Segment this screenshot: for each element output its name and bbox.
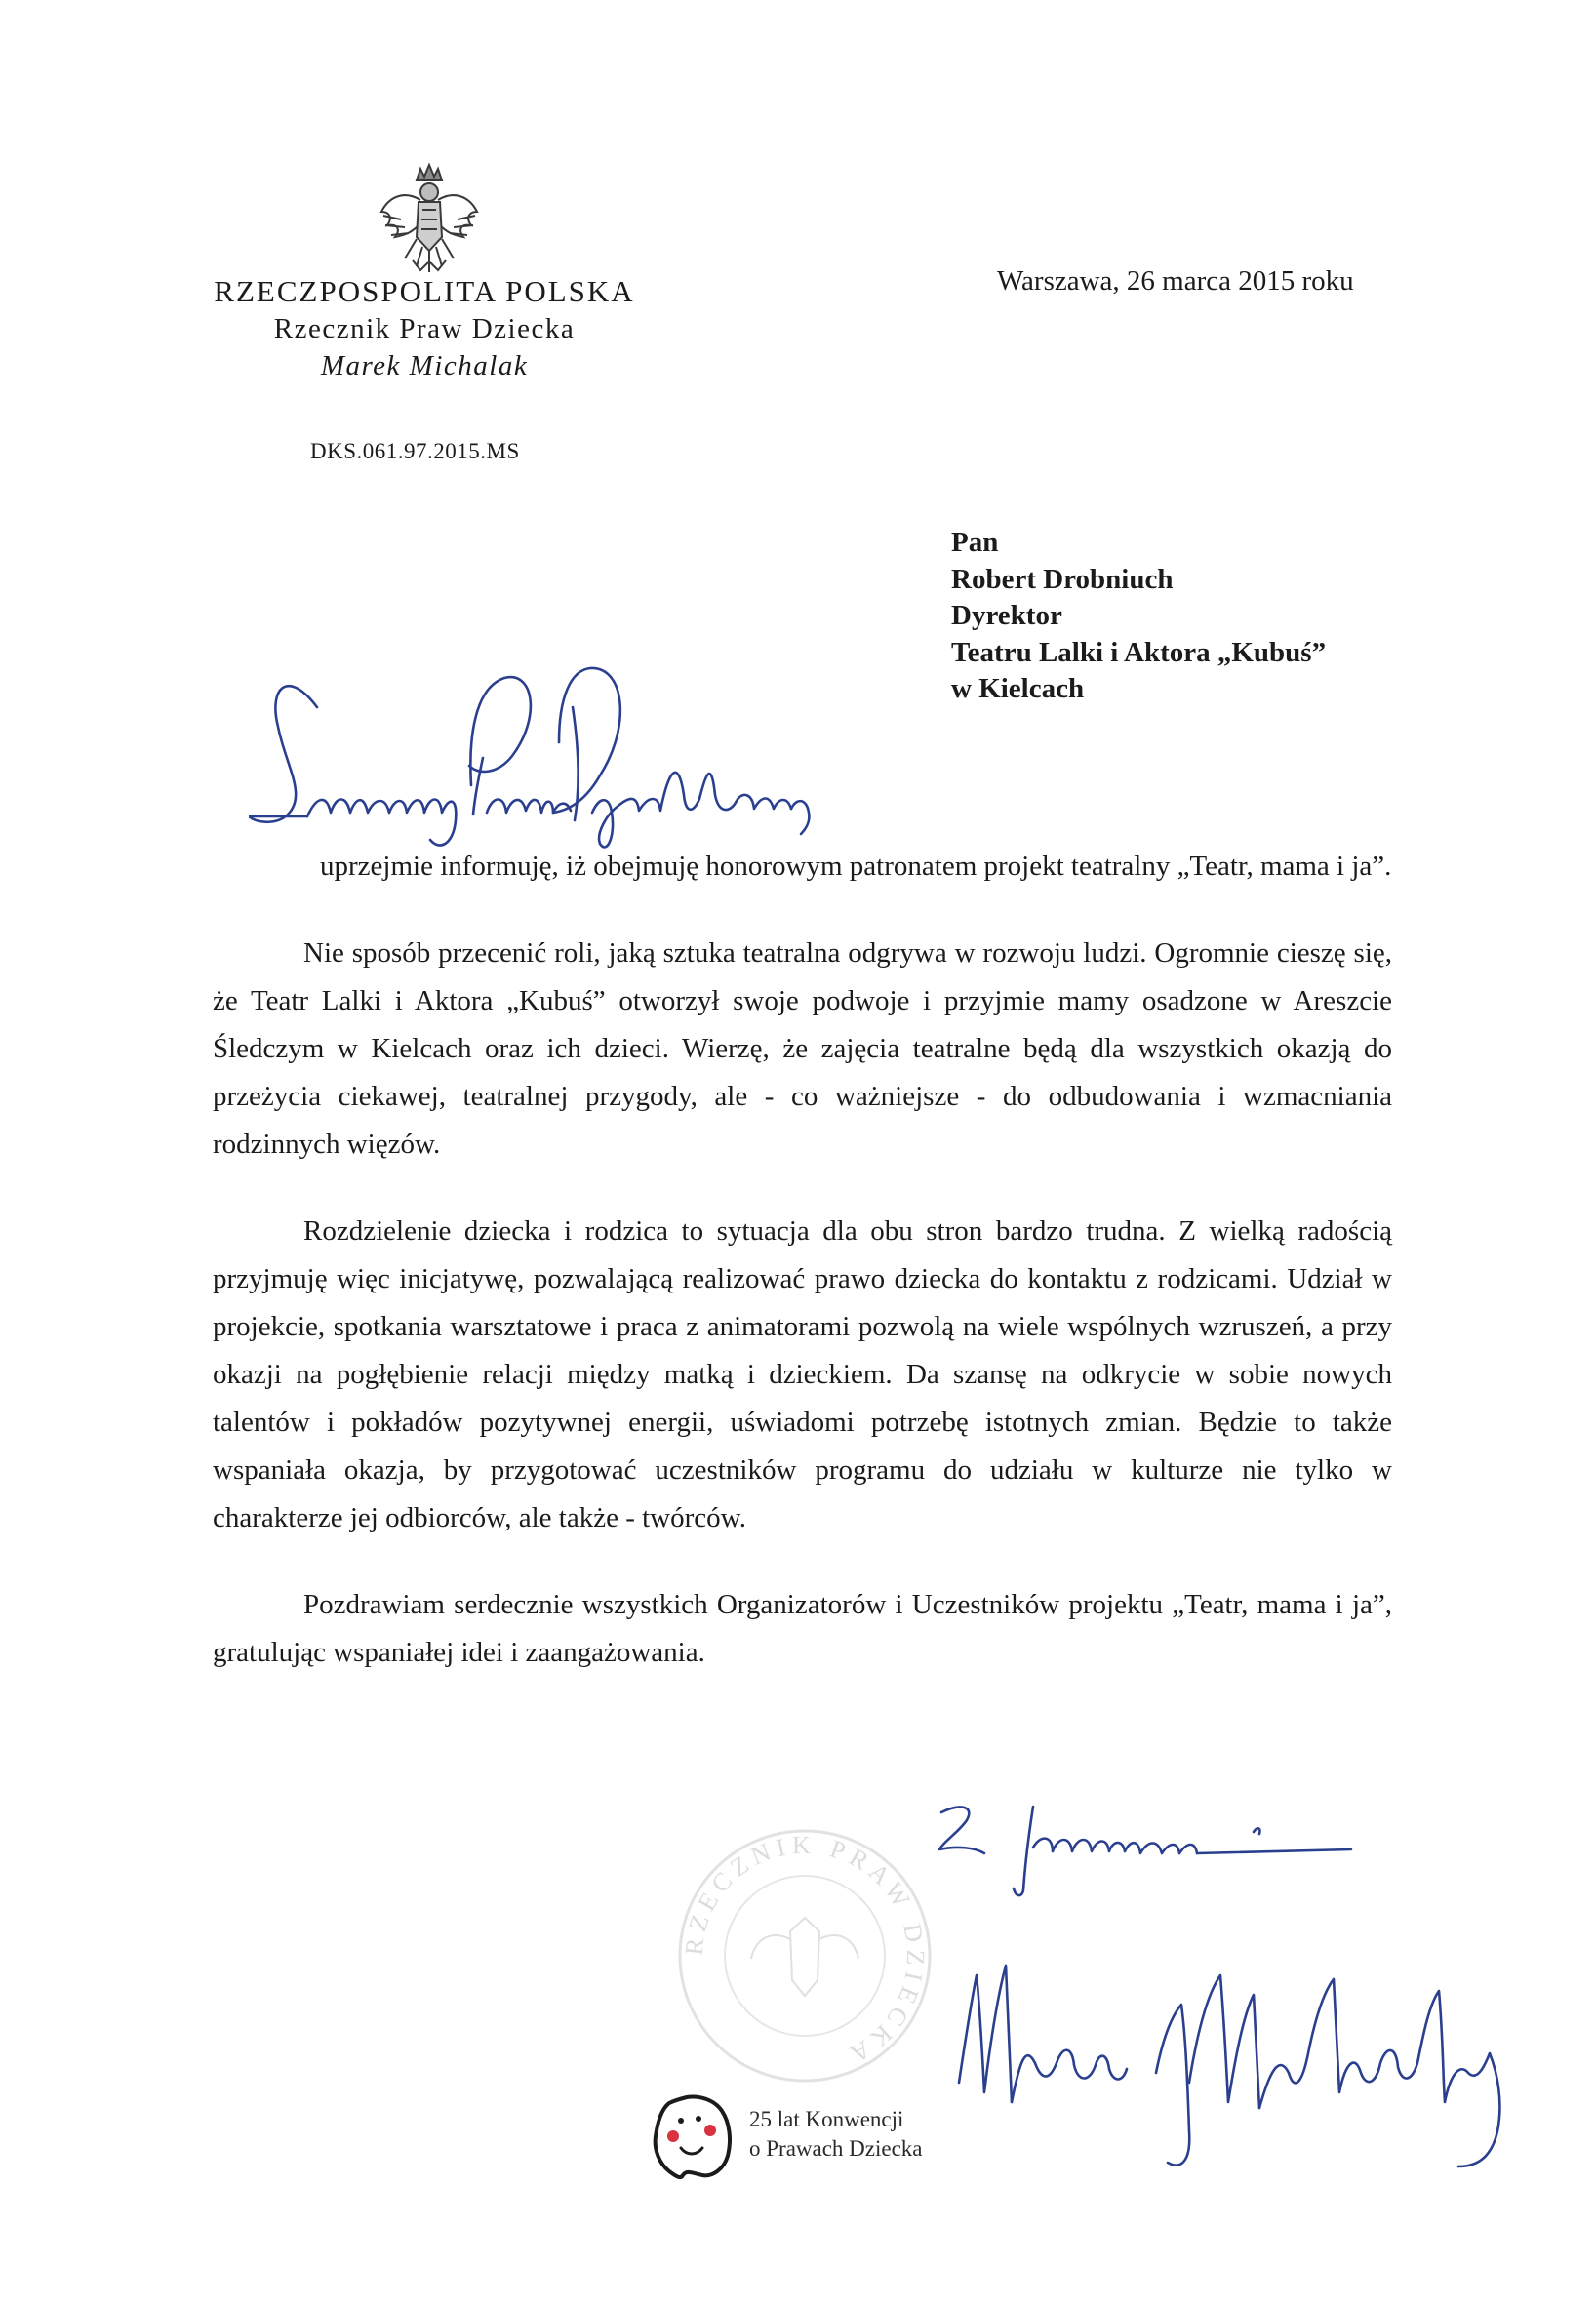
addressee-line: w Kielcach [951, 673, 1085, 704]
reference-number: DKS.061.97.2015.MS [310, 439, 520, 463]
addressee-line: Robert Drobniuch [951, 563, 1174, 595]
logo-text-line: o Prawach Dziecka [749, 2136, 923, 2161]
body-paragraph: uprzejmie informuję, iż obejmuję honorowym patronatem projekt teatralny „Teatr, mama i ja”. [320, 851, 1392, 882]
body-paragraph: Rozdzielenie dziecka i rodzica to sytuacja dla obu stron bardzo trudna. Z wielką radością przyjmuję więc inicjatywę, pozwalającą realizować prawo dziecka do kontaktu z rodzicami. Udział w projekcie, spotkania warsztatowe i praca z animatorami pozwolą na wiele wspólnych wzruszeń, a przy okazji na pogłębienie relacji między matką i dzieckiem. Da szansę na odkrycie w sobie nowych talentów i pokładów pozytywnej energii, uświadomi potrzebę istotnych zmian. Będzie to także wspaniała okazja, by przygotować uczestników programu do udziału w kulturze nie tylko w charakterze jej odbiorców, ale także - twórców. [213, 1215, 1392, 1533]
handwritten-signature [951, 1936, 1527, 2180]
letterhead-office: Rzecznik Praw Dziecka [273, 313, 576, 344]
embossed-seal [673, 1824, 937, 2087]
addressee-line: Pan [951, 527, 999, 558]
letter-body [213, 843, 1392, 1716]
handwritten-closing [932, 1793, 1400, 1900]
letterhead-country: RZECZPOSPOLITA POLSKA [214, 274, 635, 308]
convention-logo-icon [652, 2093, 732, 2183]
date-line: Warszawa, 26 marca 2015 roku [997, 265, 1354, 297]
body-paragraph: Pozdrawiam serdecznie wszystkich Organizatorów i Uczestników projektu „Teatr, mama i ja”, gratulując wspaniałej idei i zaangażowania. [213, 1589, 1392, 1668]
addressee-line: Dyrektor [951, 600, 1062, 631]
polish-eagle-emblem [376, 161, 483, 283]
handwritten-salutation [249, 649, 1088, 858]
body-paragraph: Nie sposób przecenić roli, jaką sztuka teatralna odgrywa w rozwoju ludzi. Ogromnie cieszę się, że Teatr Lalki i Aktora „Kubuś” otworzył swoje podwoje i przyjmie mamy osadzone w Areszcie Śledczym w Kielcach oraz ich dzieci. Wierzę, że zajęcia teatralne będą dla wszystkich okazją do przeżycia ciekawej, teatralnej przygody, ale - co ważniejsze - do odbudowania i wzmacniania rodzinnych więzów. [213, 937, 1392, 1160]
letterhead [195, 273, 654, 384]
letterhead-person: Marek Michalak [320, 350, 529, 381]
logo-text-line: 25 lat Konwencji [749, 2107, 904, 2131]
convention-logo-text [749, 2105, 923, 2164]
addressee-line: Teatru Lalki i Aktora „Kubuś” [951, 636, 1327, 668]
seal-text: RZECZNIK PRAW DZIECKA [679, 1830, 931, 2072]
